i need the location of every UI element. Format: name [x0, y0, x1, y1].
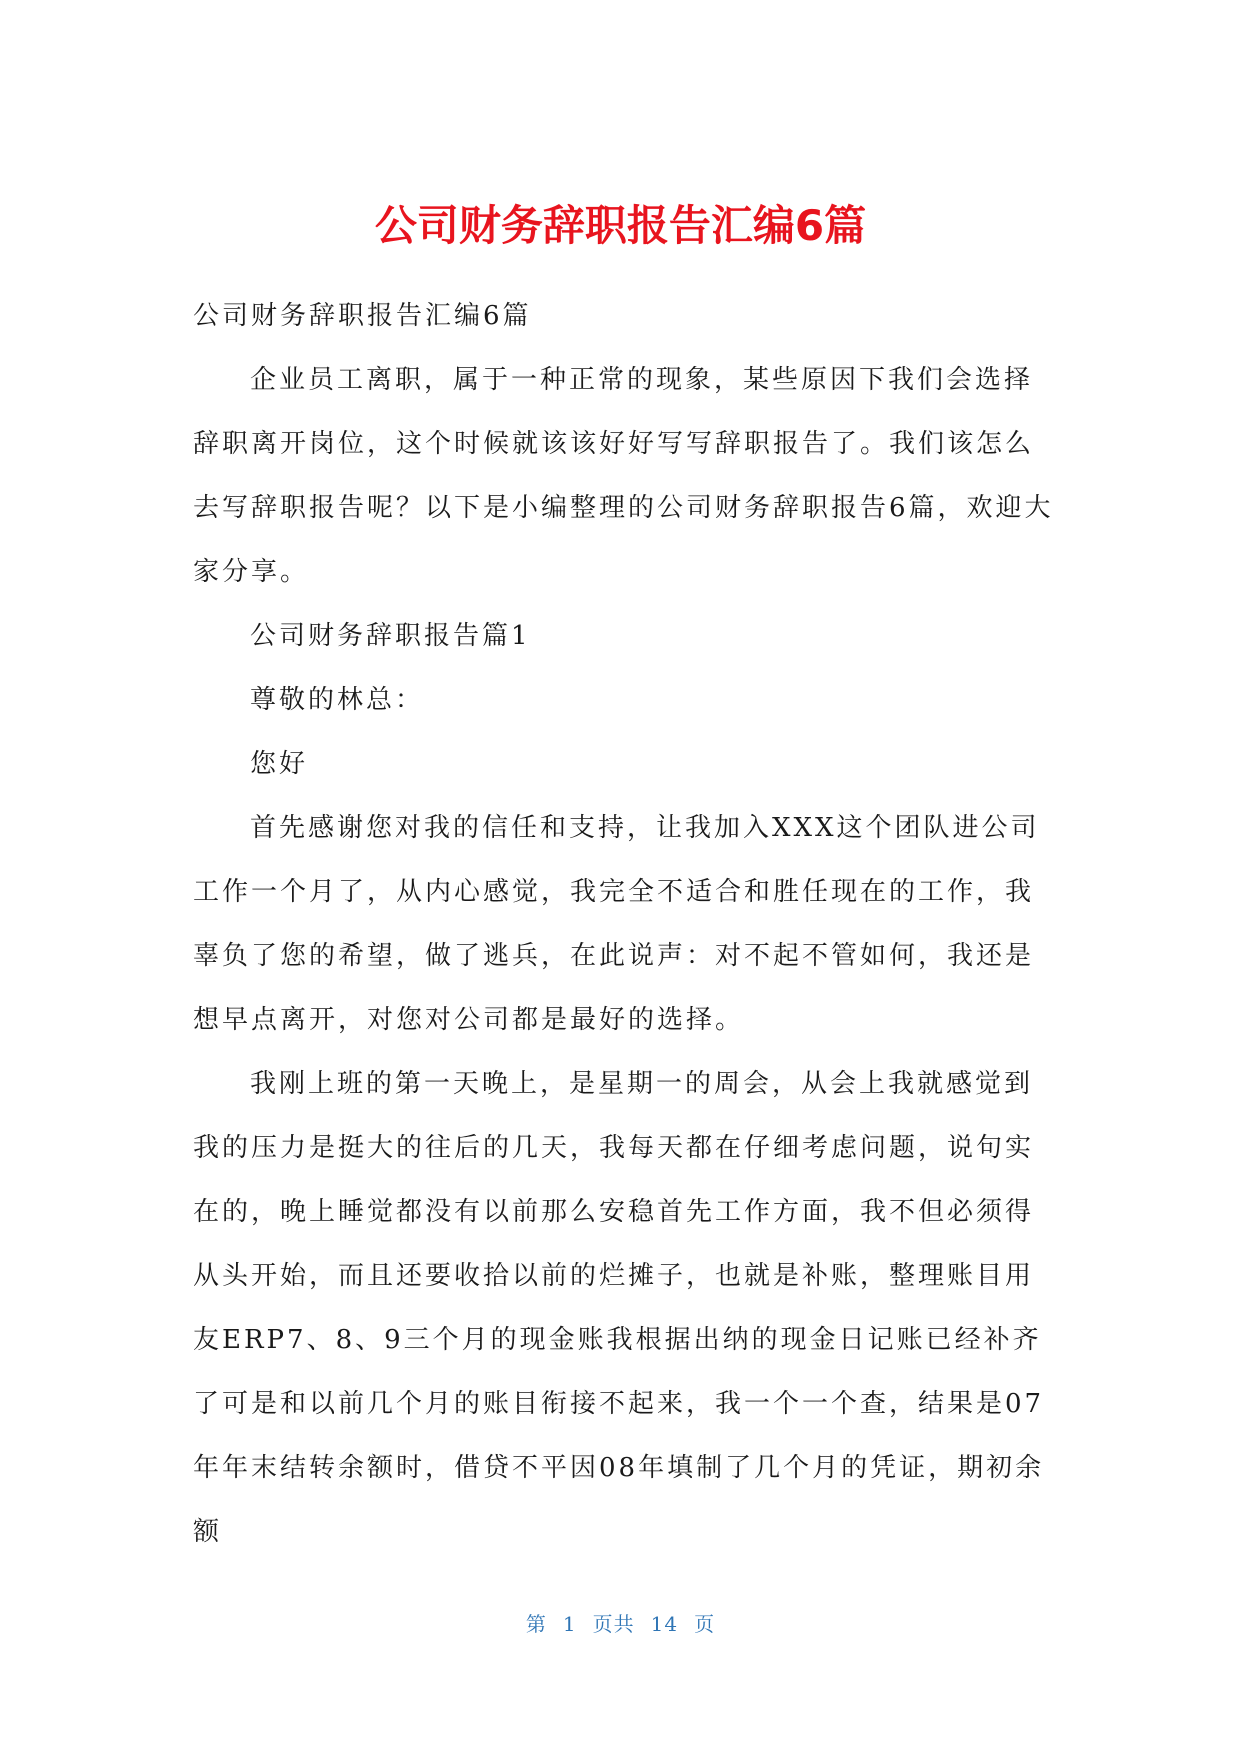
- subtitle-paragraph: 公司财务辞职报告汇编6篇: [193, 301, 532, 331]
- greeting: 您好: [250, 749, 309, 779]
- page-footer: [0, 1608, 1241, 1637]
- footer-suffix: 页: [694, 1612, 716, 1636]
- document-body: [193, 284, 1055, 1564]
- footer-middle: 页共: [592, 1612, 635, 1636]
- footer-page-number: 1: [562, 1612, 577, 1636]
- intro-paragraph: 企业员工离职，属于一种正常的现象，某些原因下我们会选择辞职离开岗位，这个时候就该该好好写写辞职报告了。我们该怎么去写辞职报告呢？以下是小编整理的公司财务辞职报告6篇，欢迎大家分享。: [193, 365, 1054, 587]
- body-paragraph-1: 首先感谢您对我的信任和支持，让我加入XXX这个团队进公司工作一个月了，从内心感觉，我完全不适合和胜任现在的工作，我辜负了您的希望，做了逃兵，在此说声：对不起不管如何，我还是想早点离开，对您对公司都是最好的选择。: [193, 813, 1040, 1035]
- body-paragraph-2: 我刚上班的第一天晚上，是星期一的周会，从会上我就感觉到我的压力是挺大的往后的几天，我每天都在仔细考虑问题，说句实在的，晚上睡觉都没有以前那么安稳首先工作方面，我不但必须得从头开始，而且还要收拾以前的烂摊子，也就是补账，整理账目用友ERP7、8、9三个月的现金账我根据出纳的现金日记账已经补齐了可是和以前几个月的账目衔接不起来，我一个一个查，结果是07年年末结转余额时，借贷不平因08年填制了几个月的凭证，期初余额: [193, 1069, 1045, 1547]
- footer-prefix: 第: [525, 1612, 547, 1636]
- footer-total-pages: 14: [650, 1612, 679, 1636]
- section-heading: 公司财务辞职报告篇1: [250, 621, 531, 651]
- document-title: 公司财务辞职报告汇编6篇: [374, 201, 867, 250]
- salutation: 尊敬的林总：: [250, 685, 425, 715]
